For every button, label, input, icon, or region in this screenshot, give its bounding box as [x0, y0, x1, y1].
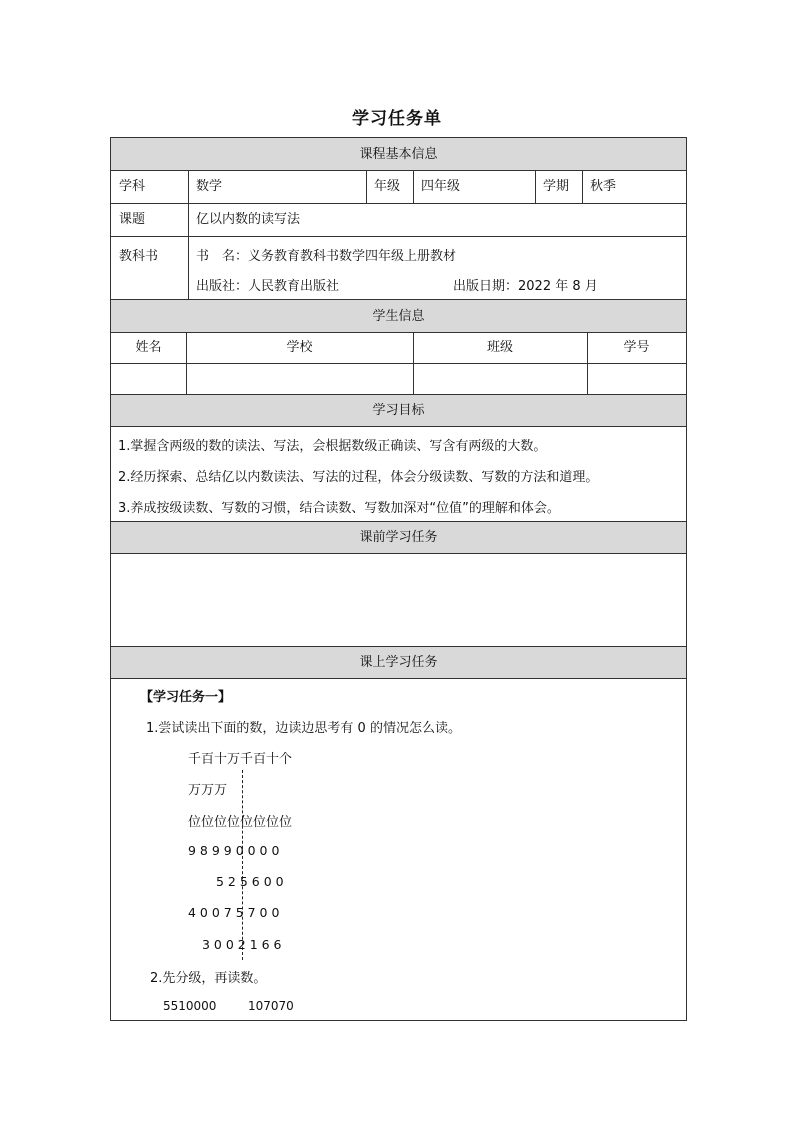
objective-item: 1.掌握含两级的数的读法、写法，会根据数级正确读、写含有两级的大数。	[118, 439, 547, 454]
grade-label: 年级	[374, 179, 401, 194]
preclass-content	[111, 554, 686, 647]
subject-value: 数学	[196, 179, 223, 194]
textbook-row	[111, 237, 686, 300]
preclass-header-label: 课前学习任务	[359, 530, 438, 545]
book-name: 书 名：义务教育教科书数学四年级上册教材	[196, 249, 457, 264]
objectives-header-label: 学习目标	[372, 403, 425, 418]
objective-item: 3.养成按级读数、写数的习惯，结合读数、写数加深对“位值”的理解和体会。	[118, 501, 560, 516]
publish-date: 出版日期：2022 年 8 月	[453, 279, 598, 294]
publisher: 出版社：人民教育出版社	[196, 279, 340, 294]
question-2: 2.先分级，再读数。	[150, 971, 267, 986]
objective-item: 2.经历探索、总结亿以内数读法、写法的过程，体会分级读数、写数的方法和道理。	[118, 470, 599, 485]
student-columns-row	[111, 333, 686, 364]
task-title: 【学习任务一】	[140, 690, 232, 705]
objectives-header	[111, 395, 686, 427]
number-example: 9 8 9 9 0 0 0 0	[188, 843, 280, 858]
question-2-number: 107070	[248, 999, 294, 1013]
course-info-header	[111, 138, 686, 171]
place-value-row-1: 千百十万千百十个	[188, 752, 293, 767]
course-info-header-label: 课程基本信息	[359, 147, 438, 162]
topic-row	[111, 204, 686, 237]
objectives-content	[111, 427, 686, 522]
student-info-header-label: 学生信息	[372, 309, 425, 324]
level-divider-dashed-line	[242, 770, 243, 960]
page-title: 学习任务单	[352, 109, 442, 129]
question-2-number: 5510000	[163, 999, 217, 1013]
number-example: 4 0 0 7 5 7 0 0	[188, 905, 280, 920]
inclass-header	[111, 647, 686, 679]
name-column: 姓名	[135, 340, 162, 355]
term-value: 秋季	[590, 179, 617, 194]
student-id-column: 学号	[623, 340, 650, 355]
subject-row	[111, 171, 686, 204]
topic-label: 课题	[119, 212, 146, 227]
subject-label: 学科	[119, 179, 146, 194]
school-column: 学校	[286, 340, 313, 355]
term-label: 学期	[543, 179, 570, 194]
topic-value: 亿以内数的读写法	[196, 212, 301, 227]
task-sheet-table	[110, 137, 687, 1021]
student-entry-row	[111, 364, 686, 395]
class-column: 班级	[486, 340, 513, 355]
number-example: 5 2 5 6 0 0	[216, 874, 284, 889]
question-1: 1.尝试读出下面的数，边读边思考有 0 的情况怎么读。	[146, 721, 461, 736]
grade-value: 四年级	[421, 179, 461, 194]
inclass-header-label: 课上学习任务	[359, 655, 438, 670]
textbook-label: 教科书	[119, 249, 159, 264]
place-value-row-3: 位位位位位位位位	[188, 815, 293, 830]
number-example: 3 0 0 2 1 6 6	[202, 937, 282, 952]
preclass-header	[111, 522, 686, 554]
place-value-row-2: 万万万	[188, 783, 228, 798]
student-info-header	[111, 300, 686, 333]
